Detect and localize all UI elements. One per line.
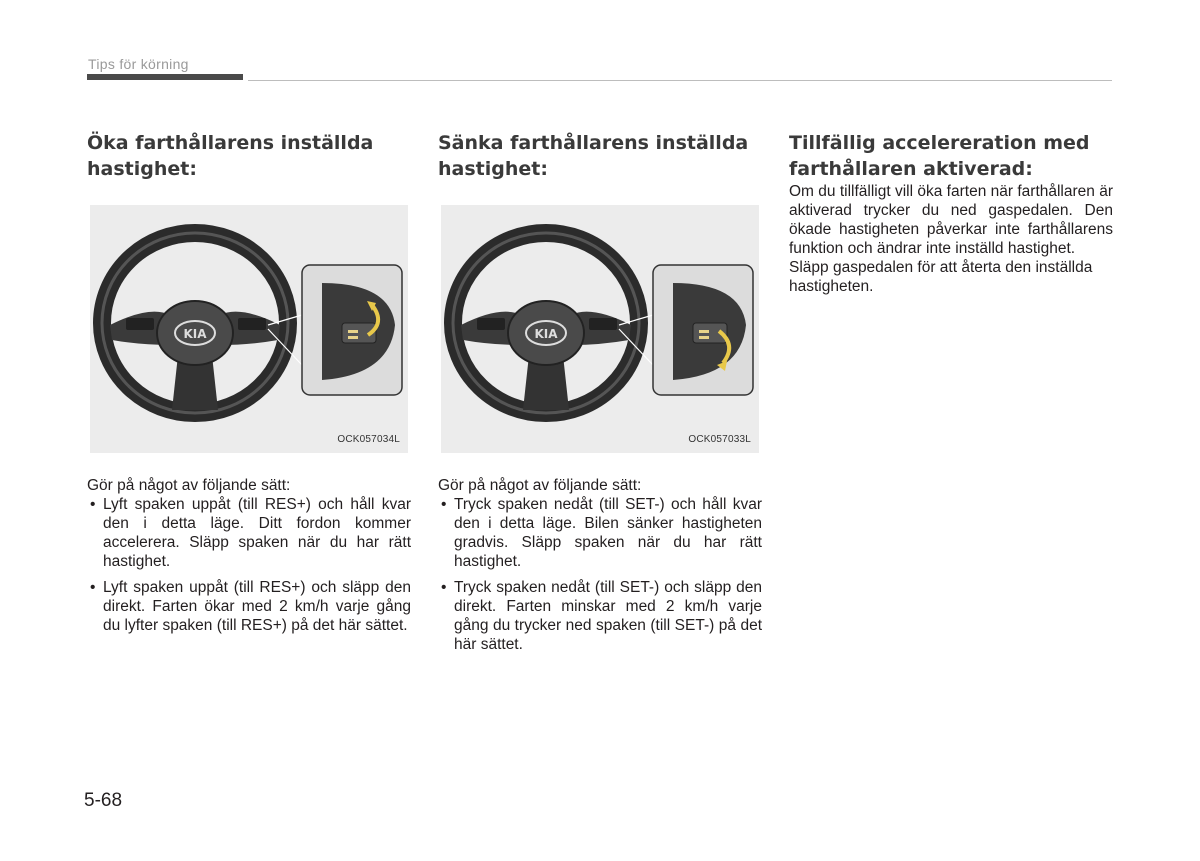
- intro-text: Gör på något av följande sätt:: [87, 477, 291, 494]
- section-header: Tips för körning: [88, 56, 189, 72]
- list-item: [87, 495, 411, 571]
- bullet-dot: •: [441, 496, 447, 513]
- bullet-dot: •: [90, 579, 96, 596]
- list-item: [87, 578, 411, 635]
- list-item-text: Lyft spaken uppåt (till RES+) och släpp den direkt. Farten ökar med 2 km/h varje gång du lyfter spaken (till RES+) på det här sättet.: [103, 579, 411, 634]
- column-decrease-speed: [438, 130, 762, 182]
- heading-decrease-speed: [438, 130, 762, 182]
- bullet-dot: •: [90, 496, 96, 513]
- header-accent-bar: [87, 74, 243, 80]
- figure-steering-wheel-down: [441, 205, 759, 453]
- heading-increase-speed: [87, 130, 411, 182]
- heading-line: Sänka farthållarens inställda: [438, 132, 749, 154]
- figure-code: OCK057034L: [337, 434, 400, 445]
- heading-line: hastighet:: [87, 158, 197, 180]
- list-item: [438, 495, 762, 571]
- instructions-increase: [87, 476, 411, 642]
- bullet-list: [438, 495, 762, 654]
- column-increase-speed: [87, 130, 411, 182]
- figure-code: OCK057033L: [688, 434, 751, 445]
- steering-wheel-illustration: [441, 205, 759, 453]
- heading-line: farthållaren aktiverad:: [789, 158, 1033, 180]
- intro-text: Gör på något av följande sätt:: [438, 477, 642, 494]
- kia-logo: KIA: [183, 327, 207, 341]
- steering-wheel-illustration: [90, 205, 408, 453]
- paragraph-release: Släpp gaspedalen för att återta den inställda hastigheten.: [789, 259, 1093, 295]
- kia-logo: KIA: [534, 327, 558, 341]
- page-number: 5-68: [84, 790, 123, 811]
- paragraph-accelerate: Om du tillfälligt vill öka farten när farthållaren är aktiverad trycker du ned gaspedalen. Den ökade hastigheten påverkar inte farthållarens funktion och ändrar inte inställd hastighet.: [789, 183, 1113, 257]
- list-item-text: Lyft spaken uppåt (till RES+) och håll kvar den i detta läge. Ditt fordon kommer accelerera. Släpp spaken när du har rätt hastighet.: [103, 496, 411, 570]
- figure-steering-wheel-up: [90, 205, 408, 453]
- column-temporary-acceleration: [789, 130, 1113, 296]
- list-item: [438, 578, 762, 654]
- heading-line: hastighet:: [438, 158, 548, 180]
- header-rule: [248, 80, 1112, 81]
- heading-line: Tillfällig accelereration med: [789, 132, 1090, 154]
- list-item-text: Tryck spaken nedåt (till SET-) och släpp den direkt. Farten minskar med 2 km/h varje gång du trycker ned spaken (till SET-) på det här sättet.: [454, 579, 762, 653]
- instructions-decrease: [438, 476, 762, 661]
- heading-temporary-acceleration: [789, 130, 1113, 182]
- heading-line: Öka farthållarens inställda: [87, 132, 374, 154]
- bullet-dot: •: [441, 579, 447, 596]
- bullet-list: [87, 495, 411, 635]
- list-item-text: Tryck spaken nedåt (till SET-) och håll kvar den i detta läge. Bilen sänker hastigheten gradvis. Släpp spaken när du har rätt hastighet.: [454, 496, 762, 570]
